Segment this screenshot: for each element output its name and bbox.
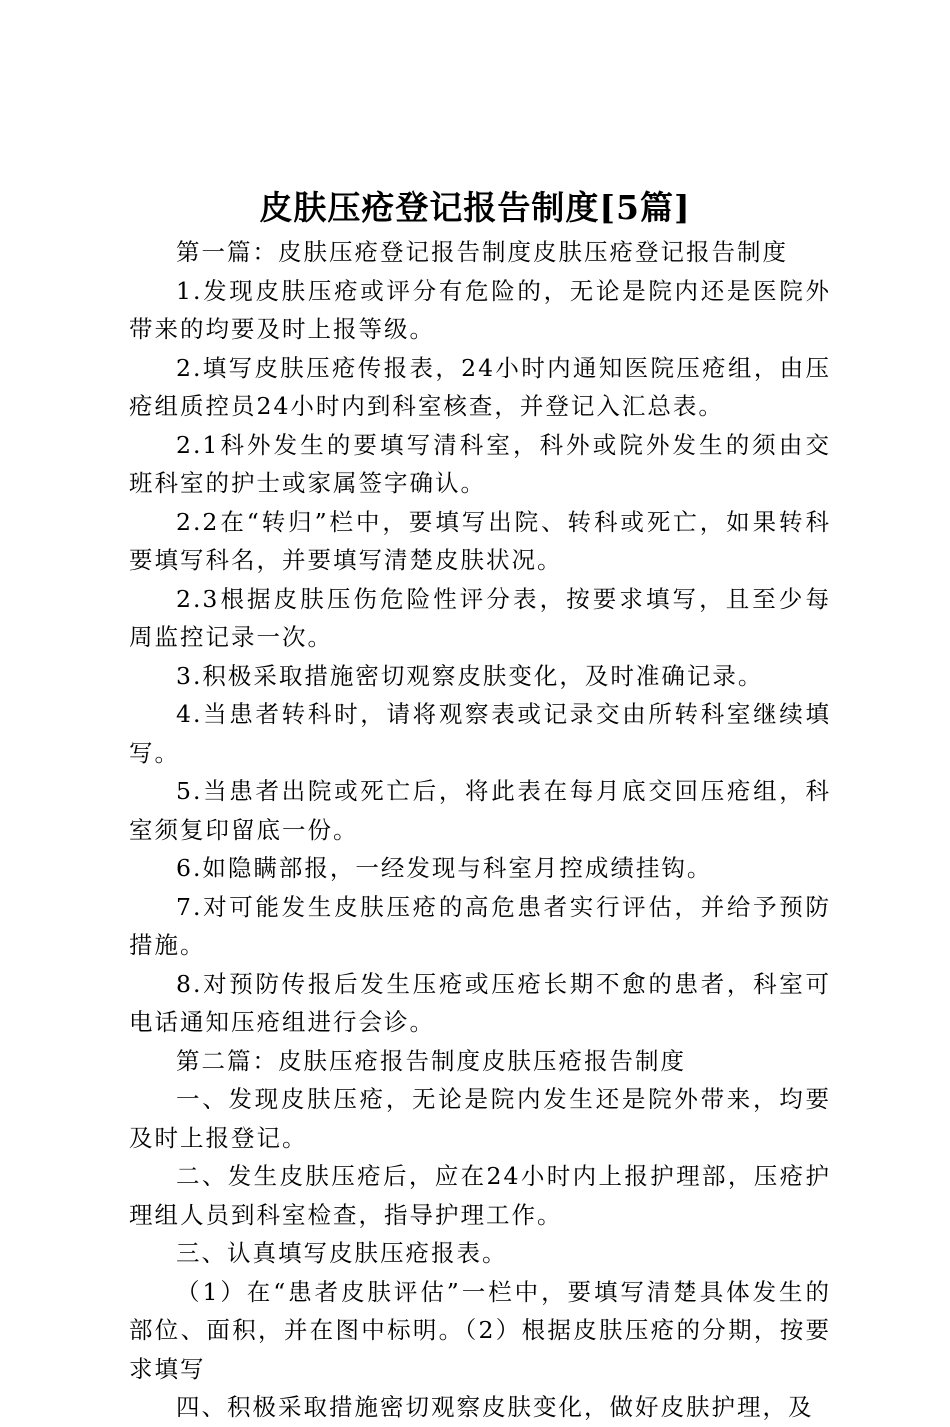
paragraph-section-3-detail: （1）在“患者皮肤评估”一栏中，要填写清楚具体发生的部位、面积，并在图中标明。（2）根据皮肤压疮的分期，按要求填写 xyxy=(129,1277,831,1383)
document-body xyxy=(129,233,831,1427)
paragraph-item-4: 4.当患者转科时，请将观察表或记录交由所转科室继续填写。 xyxy=(129,700,831,767)
paragraph-item-8: 8.对预防传报后发生压疮或压疮长期不愈的患者，科室可电话通知压疮组进行会诊。 xyxy=(129,969,831,1036)
paragraph-part1-heading: 第一篇：皮肤压疮登记报告制度皮肤压疮登记报告制度 xyxy=(176,238,788,266)
paragraph-section-2: 二、发生皮肤压疮后，应在24小时内上报护理部，压疮护理组人员到科室检查，指导护理工作。 xyxy=(129,1162,831,1229)
paragraph-item-7: 7.对可能发生皮肤压疮的高危患者实行评估，并给予预防措施。 xyxy=(129,892,831,959)
paragraph-item-2: 2.填写皮肤压疮传报表，24小时内通知医院压疮组，由压疮组质控员24小时内到科室核查，并登记入汇总表。 xyxy=(129,353,831,420)
paragraph-part2-heading: 第二篇：皮肤压疮报告制度皮肤压疮报告制度 xyxy=(176,1046,686,1075)
paragraph-item-5: 5.当患者出院或死亡后，将此表在每月底交回压疮组，科室须复印留底一份。 xyxy=(129,777,831,844)
paragraph-item-2-1: 2.1科外发生的要填写清科室，科外或院外发生的须由交班科室的护士或家属签字确认。 xyxy=(129,430,831,497)
paragraph-item-3: 3.积极采取措施密切观察皮肤变化，及时准确记录。 xyxy=(176,661,764,690)
paragraph-section-4: 四、积极采取措施密切观察皮肤变化，做好皮肤护理，及 xyxy=(176,1393,814,1421)
paragraph-item-2-2: 2.2在“转归”栏中，要填写出院、转科或死亡，如果转科要填写科名，并要填写清楚皮肤状况。 xyxy=(129,507,831,574)
document-title: 皮肤压疮登记报告制度[5篇] xyxy=(259,188,691,227)
paragraph-section-3: 三、认真填写皮肤压疮报表。 xyxy=(176,1239,508,1267)
paragraph-section-1: 一、发现皮肤压疮，无论是院内发生还是院外带来，均要及时上报登记。 xyxy=(129,1085,831,1152)
paragraph-item-1: 1.发现皮肤压疮或评分有危险的，无论是院内还是医院外带来的均要及时上报等级。 xyxy=(129,276,831,343)
paragraph-item-2-3: 2.3根据皮肤压伤危险性评分表，按要求填写，且至少每周监控记录一次。 xyxy=(129,584,831,651)
paragraph-item-6: 6.如隐瞒部报，一经发现与科室月控成绩挂钩。 xyxy=(176,854,713,882)
